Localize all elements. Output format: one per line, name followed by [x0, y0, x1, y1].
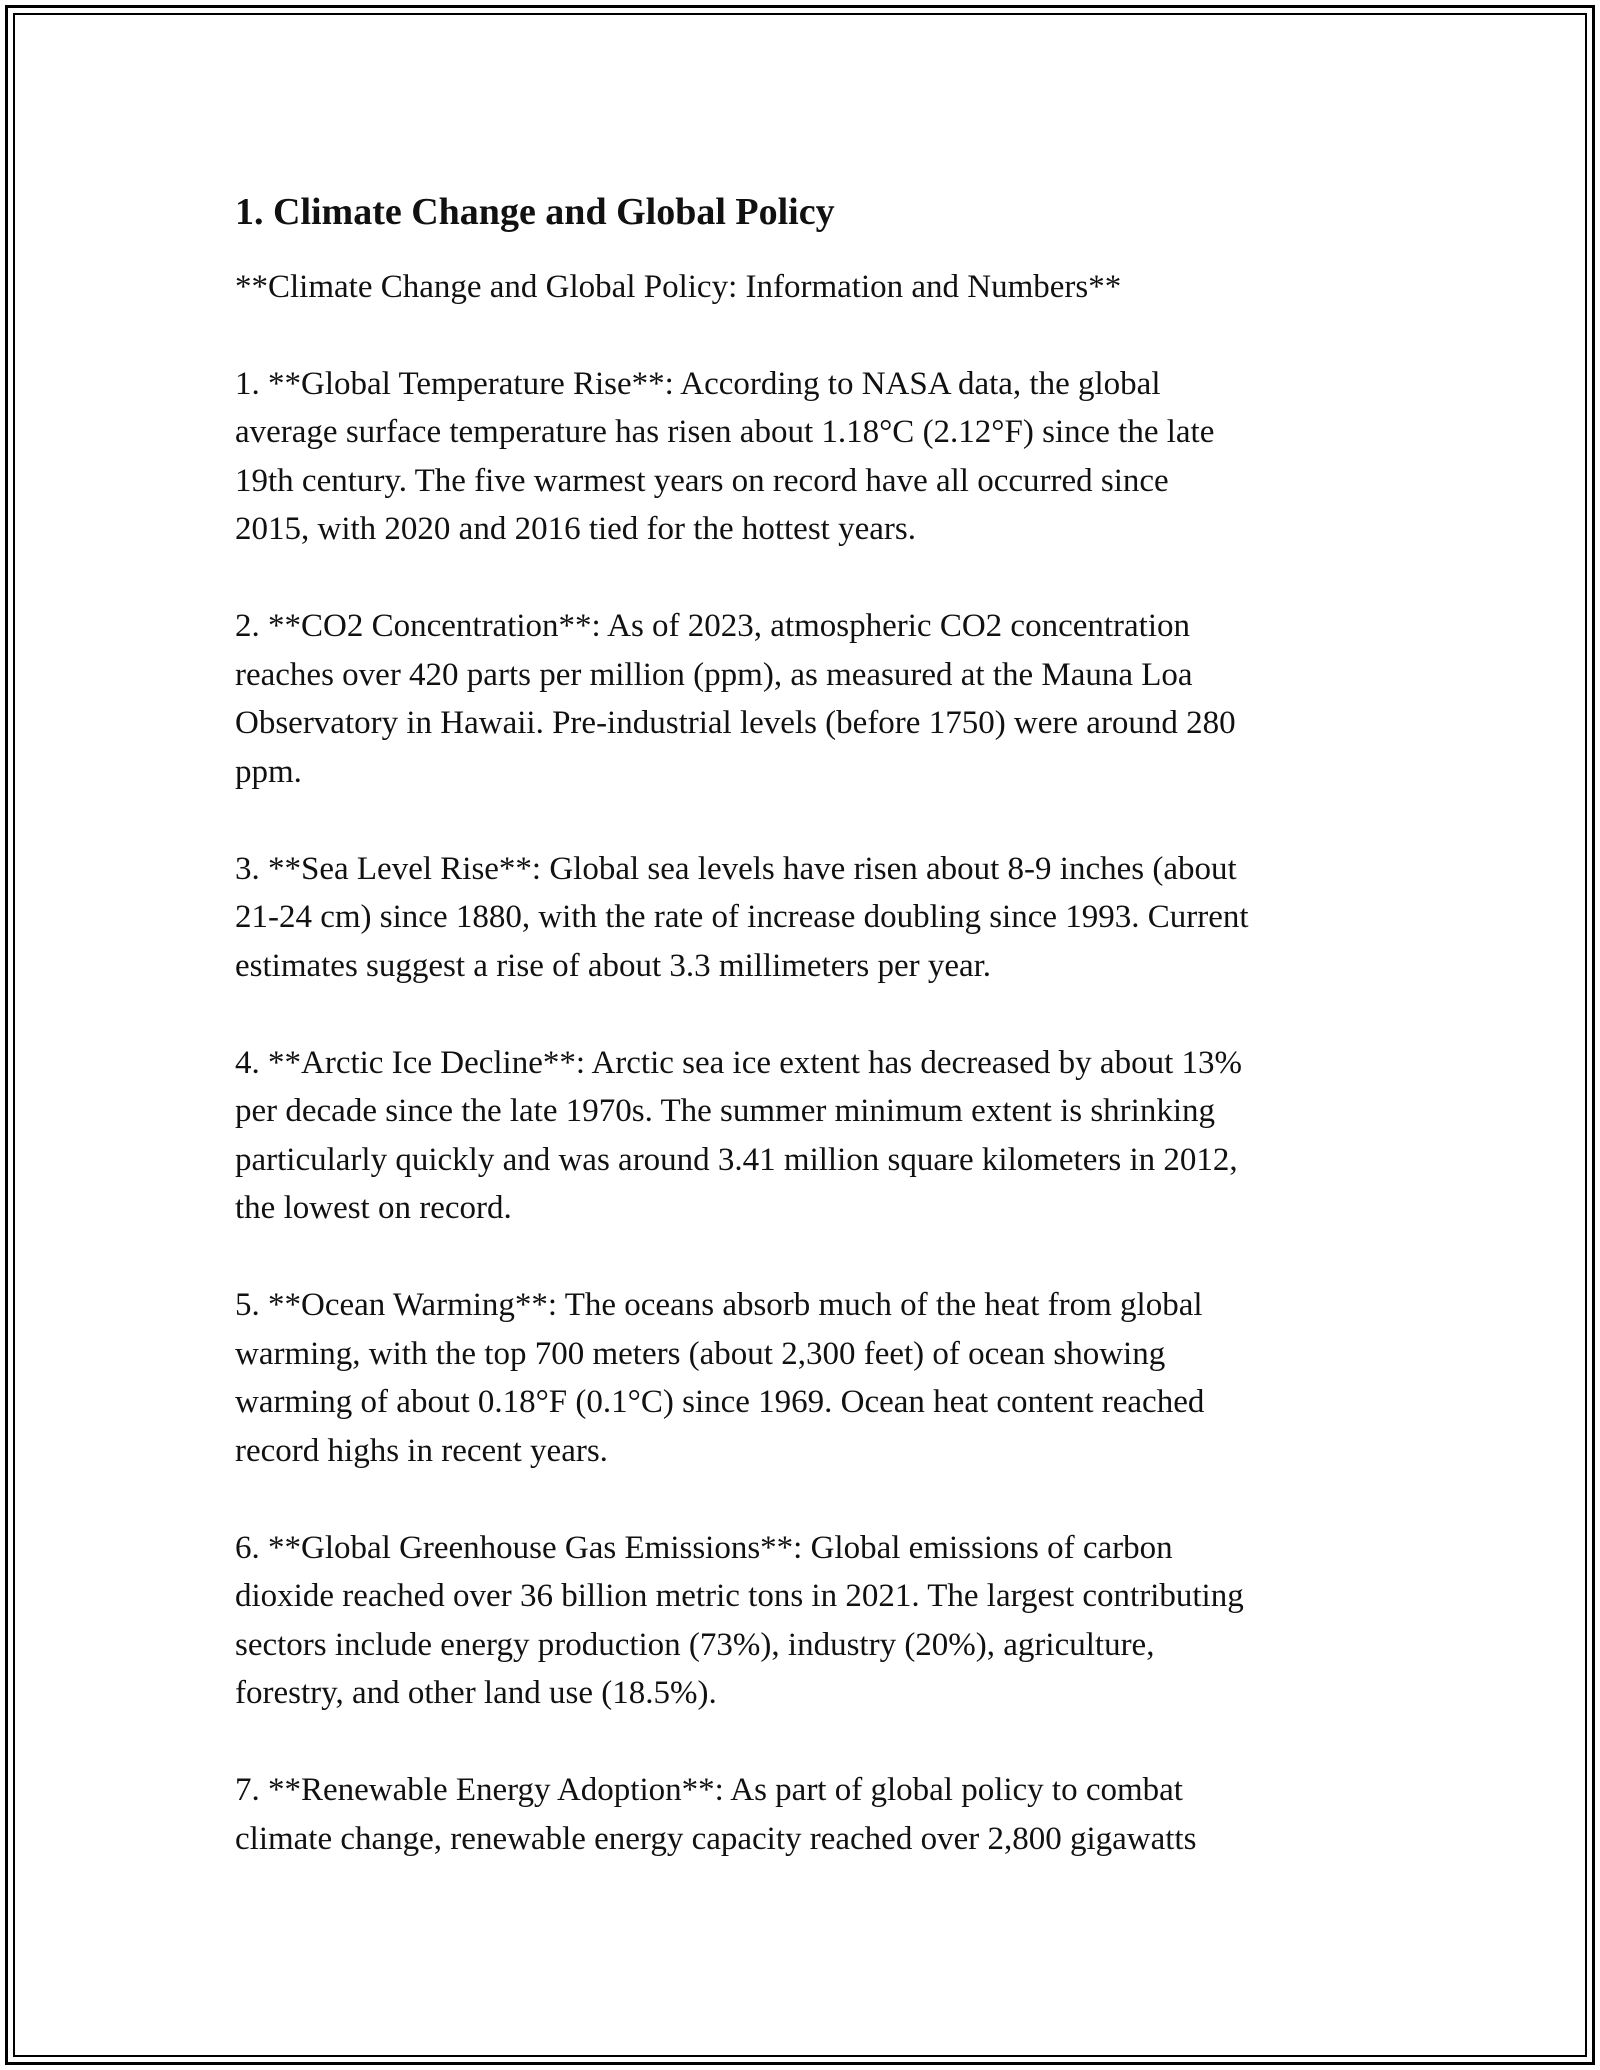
- item-sea-level-rise: [235, 845, 1375, 991]
- item-line: particularly quickly and was around 3.41 million square kilometers in 2012,: [235, 1141, 1238, 1178]
- item-co2-concentration: [235, 602, 1375, 796]
- item-line: 6. **Global Greenhouse Gas Emissions**: Global emissions of carbon: [235, 1529, 1173, 1566]
- document-subtitle: **Climate Change and Global Policy: Information and Numbers**: [235, 268, 1122, 305]
- item-line: estimates suggest a rise of about 3.3 millimeters per year.: [235, 947, 992, 984]
- item-line: per decade since the late 1970s. The summer minimum extent is shrinking: [235, 1093, 1215, 1130]
- document-body: [235, 178, 1375, 1863]
- item-line: climate change, renewable energy capacity reached over 2,800 gigawatts: [235, 1820, 1197, 1857]
- item-line: 1. **Global Temperature Rise**: According to NASA data, the global: [235, 365, 1161, 402]
- document-title: 1. Climate Change and Global Policy: [235, 191, 835, 233]
- item-line: the lowest on record.: [235, 1190, 512, 1227]
- item-line: sectors include energy production (73%), industry (20%), agriculture,: [235, 1626, 1155, 1663]
- item-line: forestry, and other land use (18.5%).: [235, 1675, 717, 1712]
- item-renewable-energy-adoption: [235, 1766, 1375, 1863]
- item-line: Observatory in Hawaii. Pre-industrial levels (before 1750) were around 280: [235, 705, 1236, 742]
- item-line: 21-24 cm) since 1880, with the rate of increase doubling since 1993. Current: [235, 899, 1249, 936]
- item-line: record highs in recent years.: [235, 1432, 608, 1469]
- item-line: warming, with the top 700 meters (about 2,300 feet) of ocean showing: [235, 1335, 1166, 1372]
- item-line: 5. **Ocean Warming**: The oceans absorb much of the heat from global: [235, 1287, 1203, 1324]
- item-line: average surface temperature has risen about 1.18°C (2.12°F) since the late: [235, 414, 1215, 451]
- item-line: reaches over 420 parts per million (ppm), as measured at the Mauna Loa: [235, 656, 1193, 693]
- item-line: dioxide reached over 36 billion metric tons in 2021. The largest contributing: [235, 1578, 1244, 1615]
- item-line: 19th century. The five warmest years on record have all occurred since: [235, 462, 1169, 499]
- item-line: 3. **Sea Level Rise**: Global sea levels have risen about 8-9 inches (about: [235, 850, 1237, 887]
- item-line: 2. **CO2 Concentration**: As of 2023, atmospheric CO2 concentration: [235, 608, 1191, 645]
- item-line: 7. **Renewable Energy Adoption**: As part of global policy to combat: [235, 1772, 1183, 1809]
- item-line: 4. **Arctic Ice Decline**: Arctic sea ice extent has decreased by about 13%: [235, 1044, 1242, 1081]
- item-arctic-ice-decline: [235, 1039, 1375, 1233]
- item-global-temperature-rise: [235, 360, 1375, 554]
- item-greenhouse-gas-emissions: [235, 1524, 1375, 1718]
- item-line: ppm.: [235, 753, 302, 790]
- item-line: 2015, with 2020 and 2016 tied for the hottest years.: [235, 511, 916, 548]
- item-line: warming of about 0.18°F (0.1°C) since 1969. Ocean heat content reached: [235, 1384, 1205, 1421]
- item-ocean-warming: [235, 1281, 1375, 1475]
